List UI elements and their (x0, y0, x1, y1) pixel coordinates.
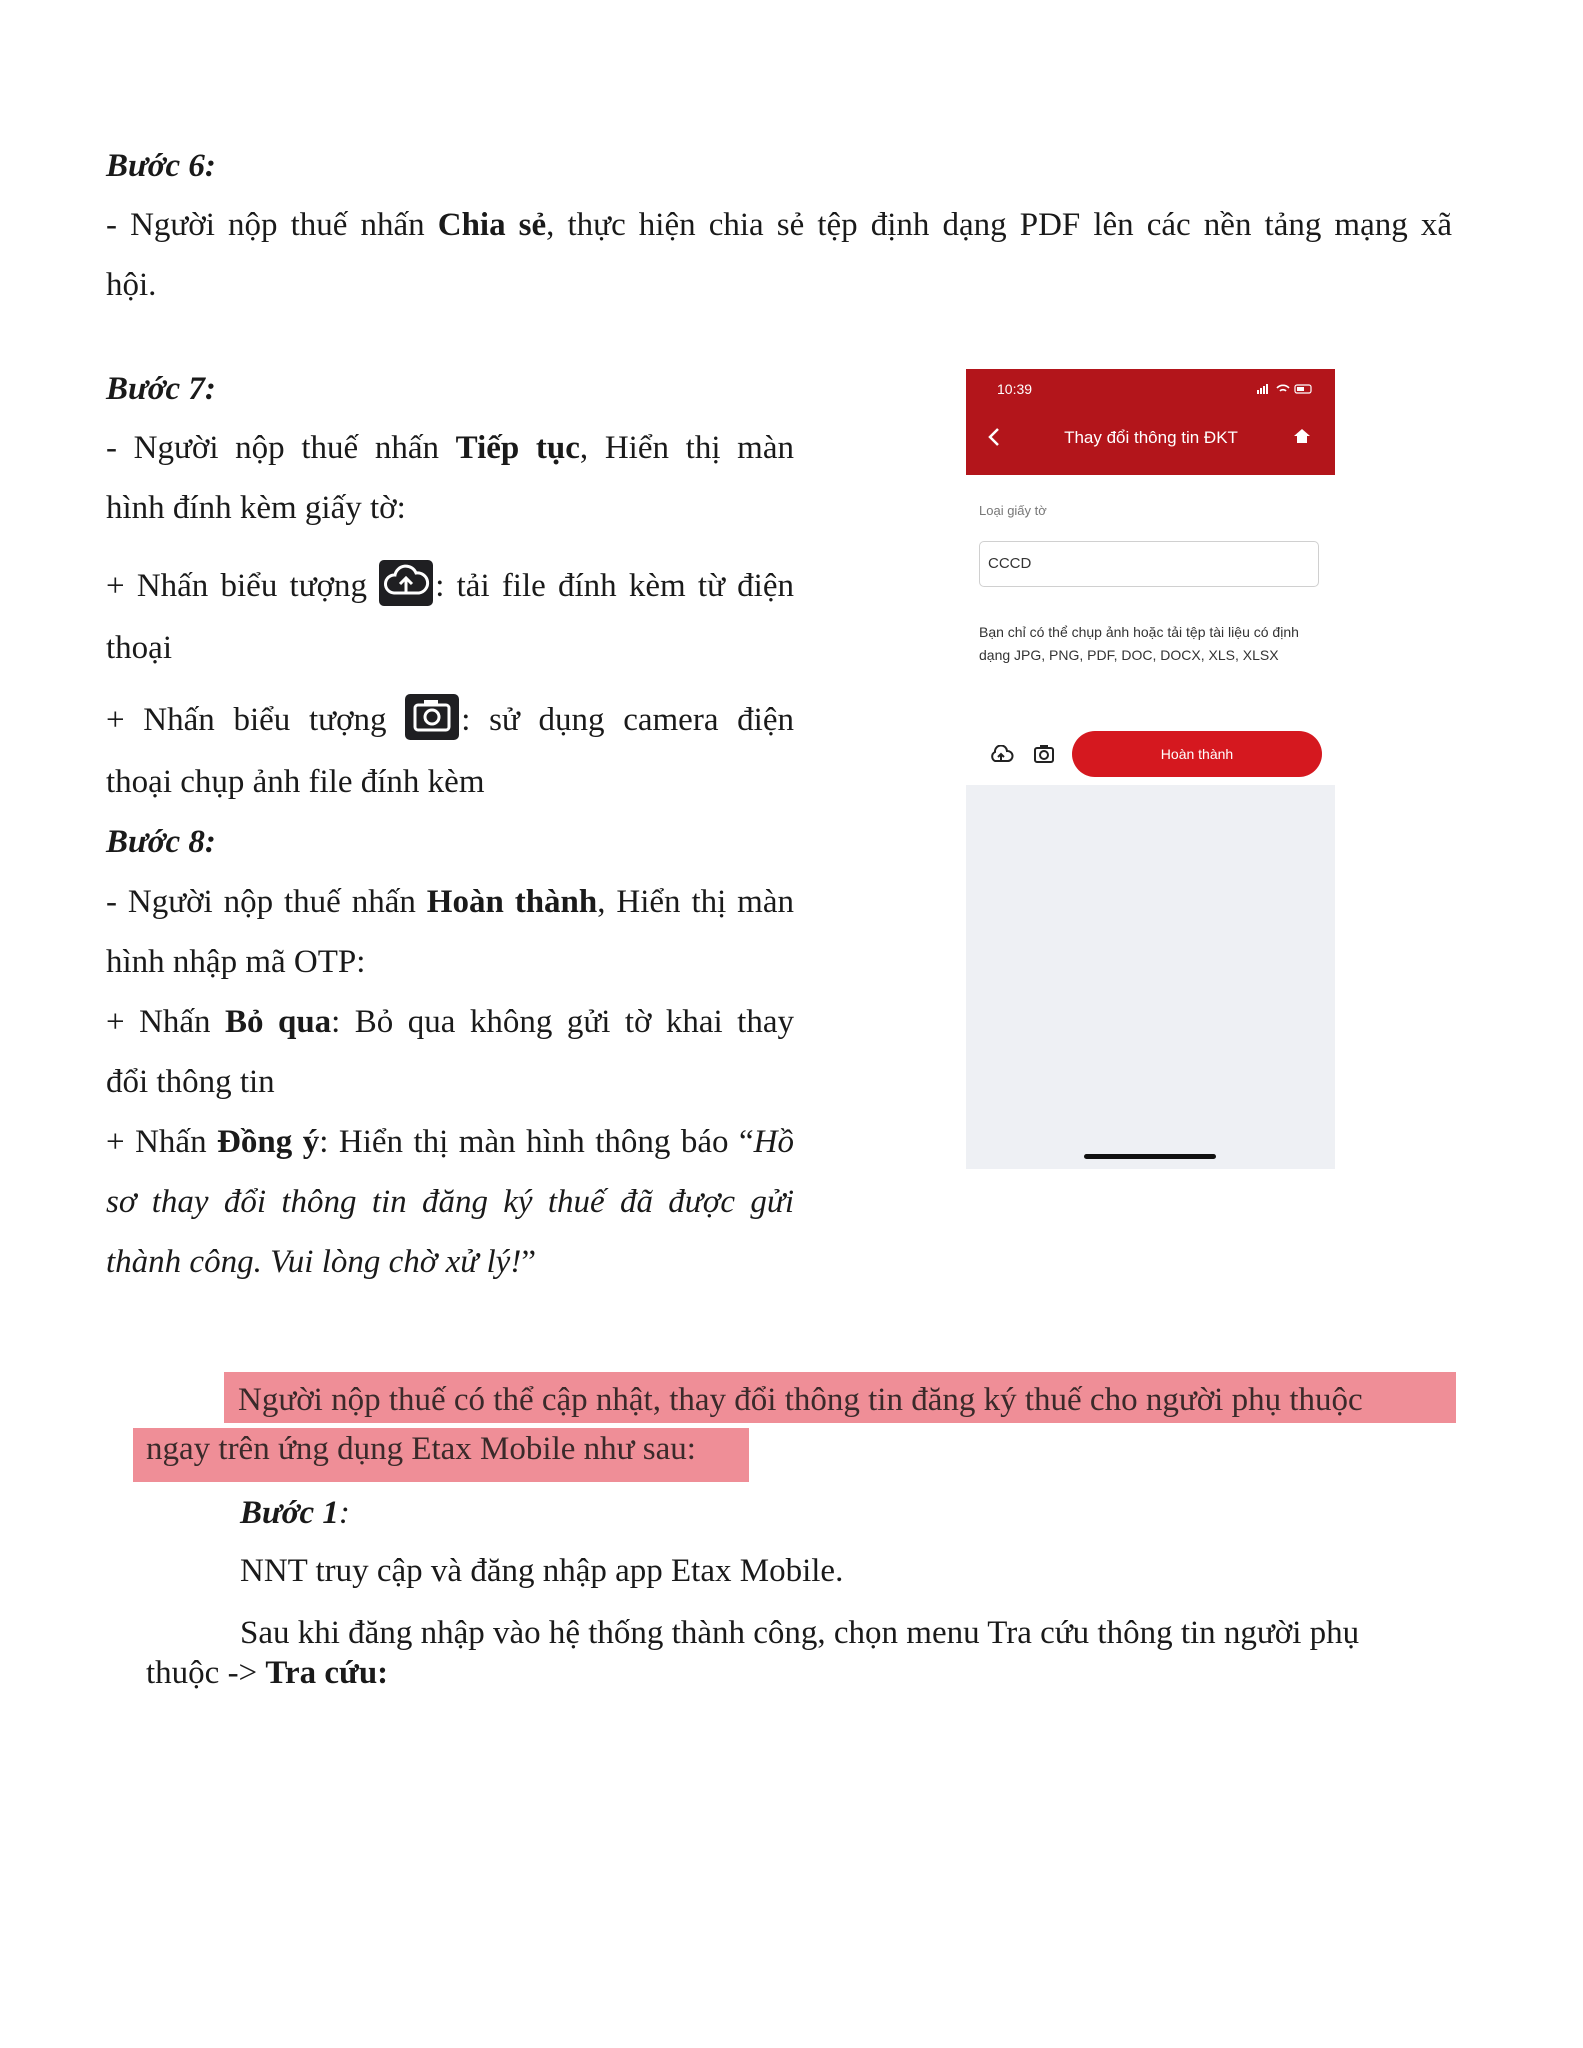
home-icon[interactable] (1291, 425, 1313, 447)
camera-icon (405, 694, 459, 740)
step8-line3: + Nhấn Bỏ qua: Bỏ qua không gửi tờ khai thay (106, 1004, 794, 1040)
screen-title: Thay đổi thông tin ĐKT (1064, 428, 1238, 447)
cloud-upload-icon (379, 560, 433, 606)
step7-line6: thoại chụp ảnh file đính kèm (106, 764, 485, 800)
step8-line5: + Nhấn Đồng ý: Hiển thị màn hình thông báo “Hồ (106, 1124, 794, 1160)
step7-heading: Bước 7: (106, 371, 216, 407)
step8-line4: đổi thông tin (106, 1064, 275, 1100)
step6-heading: Bước 6: (106, 148, 216, 184)
step7-line3: + Nhấn biểu tượng : tải file đính kèm từ điện (106, 560, 794, 607)
step7-line4: thoại (106, 630, 172, 666)
step8-line7: thành công. Vui lòng chờ xử lý!” (106, 1244, 536, 1280)
home-indicator (1084, 1154, 1216, 1159)
step8-line6: sơ thay đổi thông tin đăng ký thuế đã được gửi (106, 1184, 794, 1220)
cloud-upload-icon[interactable] (988, 745, 1014, 765)
phone-screenshot (966, 369, 1335, 1169)
step1-line1: NNT truy cập và đăng nhập app Etax Mobile. (240, 1553, 844, 1589)
step7-line5: + Nhấn biểu tượng : sử dụng camera điện (106, 694, 794, 741)
step8-line2: hình nhập mã OTP: (106, 944, 366, 980)
camera-icon[interactable] (1032, 743, 1056, 765)
back-arrow-icon[interactable] (984, 423, 1004, 451)
step1-line2: Sau khi đăng nhập vào hệ thống thành công, chọn menu Tra cứu thông tin người phụ (240, 1615, 1360, 1651)
step8-line1: - Người nộp thuế nhấn Hoàn thành, Hiển thị màn (106, 884, 794, 920)
step1-line3: thuộc -> Tra cứu: (146, 1655, 389, 1691)
document-type-field[interactable]: CCCD (979, 541, 1319, 587)
intro-line2: ngay trên ứng dụng Etax Mobile như sau: (146, 1431, 696, 1467)
finish-button[interactable]: Hoàn thành (1072, 731, 1322, 777)
step8-heading: Bước 8: (106, 824, 216, 860)
intro-line1: Người nộp thuế có thể cập nhật, thay đổi thông tin đăng ký thuế cho người phụ thuộc (238, 1382, 1363, 1418)
step7-line2: hình đính kèm giấy tờ: (106, 490, 406, 526)
step6-line2: hội. (106, 267, 157, 303)
form-panel (966, 475, 1335, 785)
app-header (966, 369, 1335, 475)
step7-line1: - Người nộp thuế nhấn Tiếp tục, Hiển thị màn (106, 430, 794, 466)
document-type-label: Loại giấy tờ (979, 503, 1047, 518)
status-icons (1255, 383, 1315, 395)
step6-line1: - Người nộp thuế nhấn Chia sẻ, thực hiện chia sẻ tệp định dạng PDF lên các nền tảng mạng xã (106, 207, 1452, 243)
file-format-note: Bạn chỉ có thể chụp ảnh hoặc tải tệp tài liệu có định dạng JPG, PNG, PDF, DOC, DOCX, XLS, XLSX (979, 624, 1299, 663)
step1-heading: Bước 1: (240, 1495, 350, 1531)
status-time: 10:39 (997, 381, 1033, 397)
